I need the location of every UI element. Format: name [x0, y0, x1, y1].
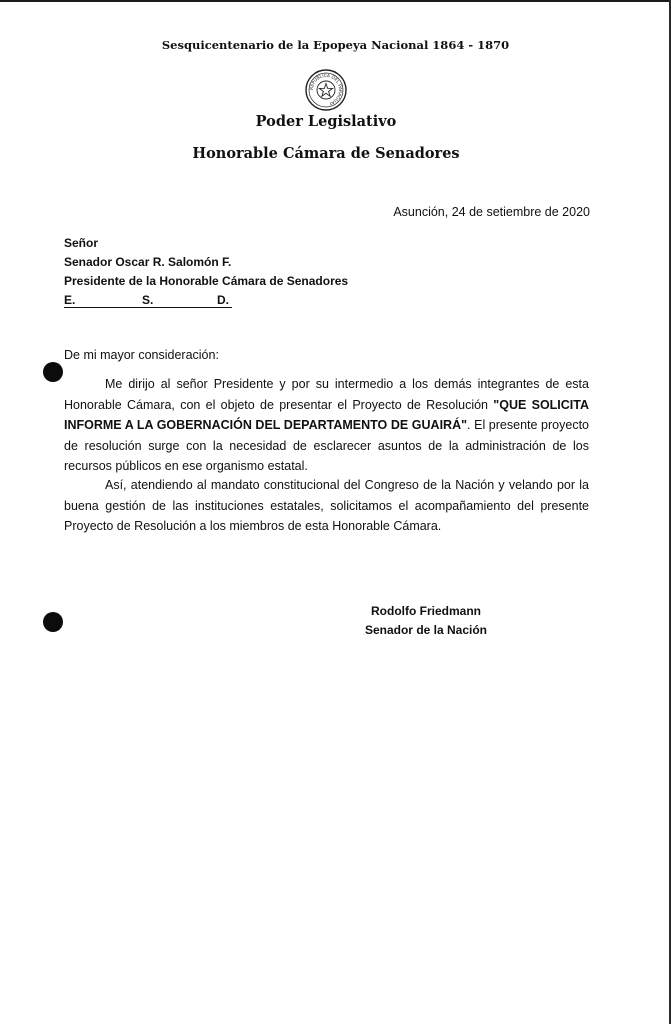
greeting: De mi mayor consideración: — [64, 348, 219, 362]
body-paragraph-1 — [64, 374, 589, 477]
esd-s: S. — [142, 293, 154, 307]
commemoration-header: Sesquicentenario de la Epopeya Nacional 1864 - 1870 — [161, 38, 510, 52]
punch-hole-top — [43, 362, 63, 382]
recipient-name: Senador Oscar R. Salomón F. — [64, 255, 232, 269]
signature-name: Rodolfo Friedmann — [371, 604, 481, 618]
esd-e: E. — [64, 293, 76, 307]
scan-top-edge — [0, 0, 671, 2]
date-line: Asunción, 24 de setiembre de 2020 — [393, 205, 590, 219]
chamber-title: Honorable Cámara de Senadores — [192, 145, 460, 162]
body-paragraph-1-intro: Me dirijo al señor Presidente y por su intermedio a los demás integrantes de esta Honorable Cámara, con el objeto de presentar el Proyecto de Resolución — [64, 377, 589, 412]
recipient-salutation-title: Señor — [64, 236, 99, 250]
national-seal-icon — [305, 69, 347, 111]
esd-d: D. — [217, 293, 229, 307]
body-paragraph-1-rest: . El presente proyecto de resolución surge con la necesidad de esclarecer asuntos de la administración de los recursos públicos en ese organismo estatal. — [64, 418, 589, 473]
resolution-title: "QUE SOLICITA INFORME A LA GOBERNACIÓN DEL DEPARTAMENTO DE GUAIRÁ" — [64, 397, 590, 432]
signature-title: Senador de la Nación — [364, 623, 488, 637]
institution-title: Poder Legislativo — [255, 113, 397, 130]
seal-lettering: REPUBLICA DEL PARAGUAY — [309, 73, 343, 106]
esd-underline — [64, 293, 232, 308]
body-paragraph-2: Así, atendiendo al mandato constitucional del Congreso de la Nación y velando por la buena gestión de las instituciones estatales, solicitamos el acompañamiento del presente Proyecto de Resolución a los miembros de esta Honorable Cámara. — [64, 478, 589, 533]
recipient-position: Presidente de la Honorable Cámara de Senadores — [64, 274, 349, 288]
